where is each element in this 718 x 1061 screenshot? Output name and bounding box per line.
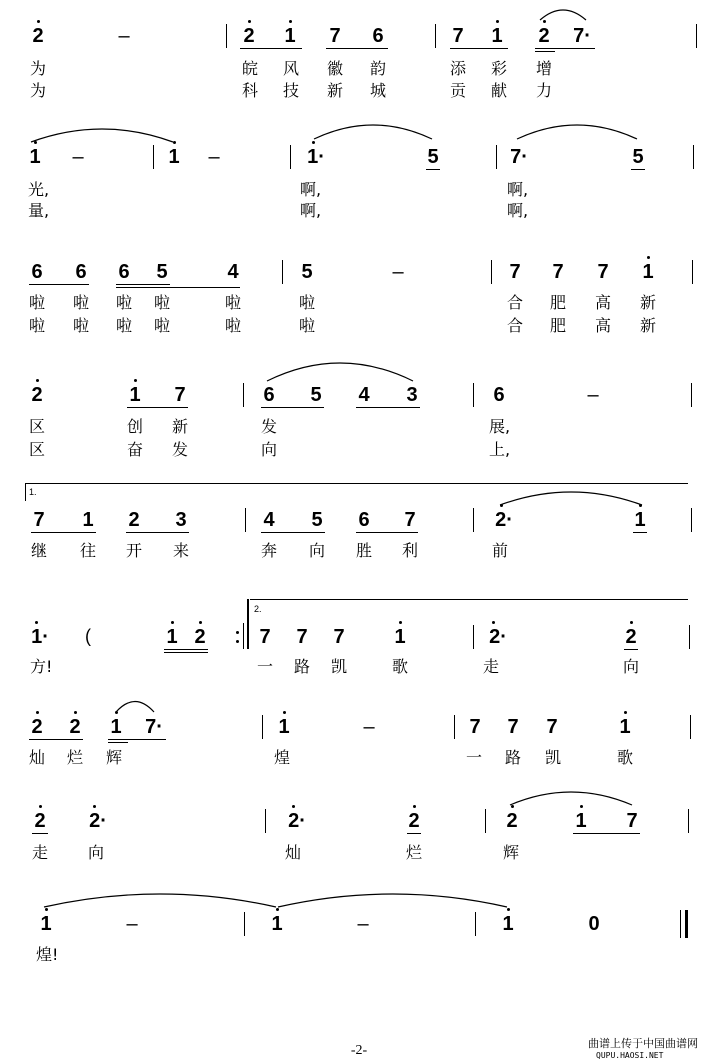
note: 2·: [489, 626, 507, 648]
note: 2: [32, 25, 44, 47]
lyric: 啦: [299, 293, 316, 312]
lyric: 啦: [116, 293, 133, 312]
lyric: 煌!: [36, 945, 59, 964]
note: 7: [469, 716, 481, 738]
lyric: 发: [261, 417, 278, 436]
note: 1·: [31, 626, 49, 648]
lyric: 献: [491, 81, 508, 100]
lyric: 区: [29, 417, 46, 436]
note: 7·: [145, 716, 163, 738]
lyric: 高: [595, 316, 612, 335]
note: 1: [491, 25, 503, 47]
lyric: 肥: [550, 316, 567, 335]
lyric: 向: [88, 843, 105, 862]
note: 4: [263, 509, 275, 531]
lyric: 前: [492, 541, 509, 560]
lyric: 啦: [225, 316, 242, 335]
lyric: 啦: [73, 293, 90, 312]
note: 1: [394, 626, 406, 648]
lyric: 胜: [356, 541, 373, 560]
lyric: 啦: [225, 293, 242, 312]
lyric: 合: [507, 316, 524, 335]
note: 1: [168, 146, 180, 168]
lyric: 向: [261, 440, 278, 459]
lyric: 技: [283, 81, 300, 100]
lyric: 辉: [106, 748, 123, 767]
note: 2: [34, 810, 46, 832]
note-dash: –: [126, 913, 138, 935]
lyric: 向: [623, 657, 640, 676]
note: 7: [329, 25, 341, 47]
note: 7: [452, 25, 464, 47]
note: 6: [358, 509, 370, 531]
note: 1: [619, 716, 631, 738]
lyric: 啦: [29, 316, 46, 335]
lyric: 啦: [29, 293, 46, 312]
lyric: 彩: [491, 59, 508, 78]
note: 1: [271, 913, 283, 935]
note: 2·: [89, 810, 107, 832]
lyric: 往: [80, 541, 97, 560]
note: 2: [128, 509, 140, 531]
note: 1: [82, 509, 94, 531]
note: 7: [296, 626, 308, 648]
note: 3: [175, 509, 187, 531]
lyric: 展,: [489, 417, 511, 436]
note: 6: [372, 25, 384, 47]
lyric: 韵: [370, 59, 387, 78]
lyric: 啊,: [507, 201, 529, 220]
slur: [510, 792, 632, 805]
lyric: 区: [29, 440, 46, 459]
lyric: 向: [309, 541, 326, 560]
lyric: 走: [32, 843, 49, 862]
lyric: 科: [242, 81, 259, 100]
lyric: 高: [595, 293, 612, 312]
note: 2: [69, 716, 81, 738]
note: 1: [29, 146, 41, 168]
note: 7: [552, 261, 564, 283]
lyric: 啦: [116, 316, 133, 335]
lyric: 为: [30, 59, 47, 78]
lyric: 烂: [67, 748, 84, 767]
slur: [540, 10, 586, 20]
lyric: 路: [294, 657, 311, 676]
note: 2: [31, 384, 43, 406]
slur: [116, 702, 154, 713]
note: 3: [406, 384, 418, 406]
lyric: 灿: [29, 748, 46, 767]
note: 1: [284, 25, 296, 47]
note: 2: [625, 626, 637, 648]
lyric: 风: [283, 59, 300, 78]
open-paren: (: [85, 626, 91, 646]
note: 0: [588, 913, 600, 935]
lyric: 量,: [28, 201, 50, 220]
lyric: 肥: [550, 293, 567, 312]
lyric: 开: [126, 541, 143, 560]
note: 1: [129, 384, 141, 406]
lyric: 继: [31, 541, 48, 560]
lyric: 煌: [274, 748, 291, 767]
note: 1: [575, 810, 587, 832]
lyric: 新: [172, 417, 189, 436]
note: 5: [156, 261, 168, 283]
tie: [314, 125, 432, 139]
lyric: 创: [127, 417, 144, 436]
tie: [500, 492, 642, 505]
lyric: 力: [536, 81, 553, 100]
lyric: 徽: [327, 59, 344, 78]
note-dash: –: [392, 261, 404, 283]
note: 1·: [307, 146, 325, 168]
note: 1: [634, 509, 646, 531]
note: 1: [502, 913, 514, 935]
lyric: 灿: [285, 843, 302, 862]
note: 5: [427, 146, 439, 168]
lyric: 增: [536, 59, 553, 78]
lyric: 啦: [154, 316, 171, 335]
note: 1: [110, 716, 122, 738]
lyric: 奋: [127, 440, 144, 459]
note: 5: [301, 261, 313, 283]
note-dash: –: [118, 25, 130, 47]
lyric: 城: [370, 81, 387, 100]
note: 7: [507, 716, 519, 738]
tie: [44, 894, 276, 907]
lyric: 啦: [299, 316, 316, 335]
lyric: 来: [173, 541, 190, 560]
lyric: 路: [505, 748, 522, 767]
lyric: 为: [30, 81, 47, 100]
lyric: 啦: [154, 293, 171, 312]
lyric: 新: [640, 293, 657, 312]
note: 7: [404, 509, 416, 531]
tie: [278, 894, 507, 907]
note: 7·: [510, 146, 528, 168]
lyric: 合: [507, 293, 524, 312]
note: 5: [632, 146, 644, 168]
note: 5: [311, 509, 323, 531]
note-dash: –: [587, 384, 599, 406]
watermark-url: QUPU.HAOSI.NET: [596, 1051, 664, 1060]
note: 2: [506, 810, 518, 832]
lyric: 啊,: [507, 180, 529, 199]
lyric: 新: [327, 81, 344, 100]
slur: [267, 363, 413, 381]
note: 7: [546, 716, 558, 738]
watermark-text: 曲谱上传于中国曲谱网: [588, 1037, 698, 1050]
note: 4: [358, 384, 370, 406]
note-dash: –: [363, 716, 375, 738]
note: 4: [227, 261, 239, 283]
note: 7: [509, 261, 521, 283]
lyric: 奔: [261, 541, 278, 560]
note-dash: –: [208, 146, 220, 168]
lyric: 添: [450, 59, 467, 78]
lyric: 歌: [617, 748, 634, 767]
note: 2·: [288, 810, 306, 832]
lyric: 啊,: [300, 201, 322, 220]
lyric: 方!: [30, 657, 53, 676]
note: 6: [493, 384, 505, 406]
note: 2: [408, 810, 420, 832]
lyric: 歌: [392, 657, 409, 676]
lyric: 走: [483, 657, 500, 676]
note: 6: [75, 261, 87, 283]
note: 2: [31, 716, 43, 738]
lyric: 皖: [242, 59, 259, 78]
note: 1: [166, 626, 178, 648]
note: 7: [597, 261, 609, 283]
note: 2·: [495, 509, 513, 531]
lyric: 贡: [450, 81, 467, 100]
note: 7·: [573, 25, 591, 47]
lyric: 发: [172, 440, 189, 459]
lyric: 烂: [406, 843, 423, 862]
lyric: 凯: [331, 657, 348, 676]
note-dash: –: [72, 146, 84, 168]
lyric: 啊,: [300, 180, 322, 199]
page-number: -2-: [350, 1043, 368, 1058]
note: 1: [642, 261, 654, 283]
tie: [517, 125, 637, 139]
lyric: 光,: [28, 180, 50, 199]
volta-label: 1.: [29, 487, 37, 497]
note: 1: [40, 913, 52, 935]
note: 2: [538, 25, 550, 47]
note: 1: [278, 716, 290, 738]
note: 7: [333, 626, 345, 648]
lyric: 上,: [489, 440, 511, 459]
lyric: 啦: [73, 316, 90, 335]
note: 7: [33, 509, 45, 531]
note: 6: [263, 384, 275, 406]
volta-label: 2.: [254, 604, 262, 614]
note: 7: [174, 384, 186, 406]
lyric: 一: [257, 657, 274, 676]
lyric: 一: [466, 748, 483, 767]
tie: [31, 129, 173, 142]
note: 6: [118, 261, 130, 283]
note: 2: [194, 626, 206, 648]
lyric: 辉: [503, 843, 520, 862]
lyric: 利: [402, 541, 419, 560]
note: 2: [243, 25, 255, 47]
note-dash: –: [357, 913, 369, 935]
note: 6: [31, 261, 43, 283]
note: 7: [626, 810, 638, 832]
note: 7: [259, 626, 271, 648]
lyric: 凯: [545, 748, 562, 767]
lyric: 新: [640, 316, 657, 335]
note: 5: [310, 384, 322, 406]
